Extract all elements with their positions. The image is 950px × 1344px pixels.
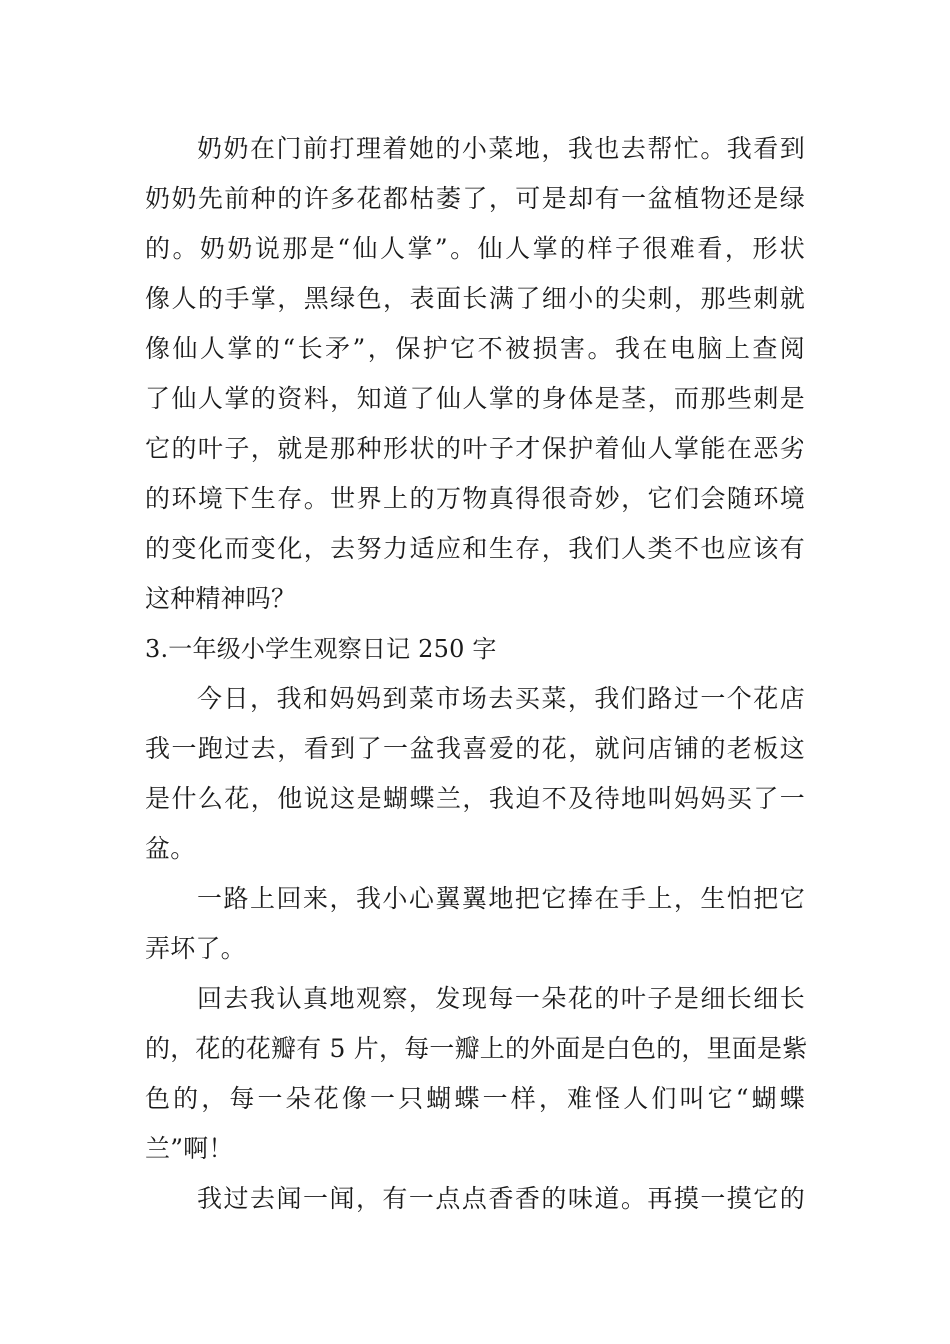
- paragraph-line: 像仙人掌的“长矛”，保护它不被损害。我在电脑上查阅: [145, 334, 805, 363]
- paragraph-line: 的，花的花瓣有 5 片，每一瓣上的外面是白色的，里面是紫: [145, 1034, 808, 1063]
- paragraph-line: 弄坏了。: [145, 934, 246, 963]
- paragraph-line: 的环境下生存。世界上的万物真得很奇妙，它们会随环境: [145, 484, 805, 513]
- paragraph-line: 色的，每一朵花像一只蝴蝶一样，难怪人们叫它“蝴蝶: [145, 1084, 805, 1113]
- paragraph-line: 奶奶在门前打理着她的小菜地，我也去帮忙。我看到: [197, 134, 805, 163]
- paragraph-line: 它的叶子，就是那种形状的叶子才保护着仙人掌能在恶劣: [145, 434, 805, 463]
- paragraph-line: 一路上回来，我小心翼翼地把它捧在手上，生怕把它: [197, 884, 805, 913]
- paragraph-line: 兰”啊！: [145, 1134, 234, 1163]
- paragraph-line: 了仙人掌的资料，知道了仙人掌的身体是茎，而那些刺是: [145, 384, 805, 413]
- paragraph-line: 是什么花，他说这是蝴蝶兰，我迫不及待地叫妈妈买了一: [145, 784, 805, 813]
- paragraph-line: 回去我认真地观察，发现每一朵花的叶子是细长细长: [197, 984, 805, 1013]
- paragraph-line: 像人的手掌，黑绿色，表面长满了细小的尖刺，那些刺就: [145, 284, 805, 313]
- paragraph-line: 我过去闻一闻，有一点点香香的味道。再摸一摸它的: [197, 1184, 805, 1213]
- paragraph-line: 这种精神吗？: [145, 584, 297, 613]
- paragraph-line: 盆。: [145, 834, 196, 863]
- paragraph-line: 今日，我和妈妈到菜市场去买菜，我们路过一个花店: [197, 684, 805, 713]
- paragraph-line: 的。奶奶说那是“仙人掌”。仙人掌的样子很难看，形状: [145, 234, 805, 263]
- paragraph-line: 的变化而变化，去努力适应和生存，我们人类不也应该有: [145, 534, 805, 563]
- section-heading: 3.一年级小学生观察日记 250 字: [145, 635, 497, 663]
- paragraph-line: 我一跑过去，看到了一盆我喜爱的花，就问店铺的老板这: [145, 734, 805, 763]
- paragraph-line: 奶奶先前种的许多花都枯萎了，可是却有一盆植物还是绿: [145, 184, 805, 213]
